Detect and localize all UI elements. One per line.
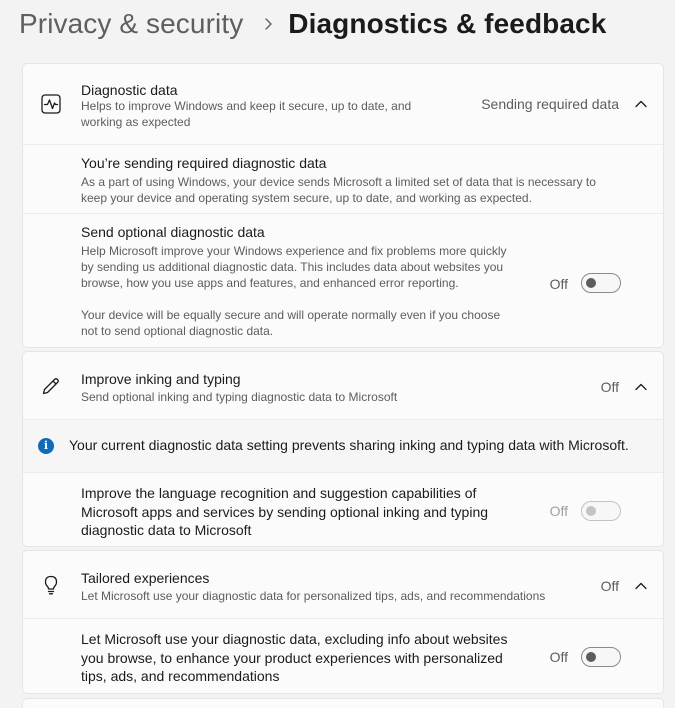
inking-typing-title: Improve inking and typing bbox=[81, 371, 241, 387]
optional-data-row bbox=[23, 213, 663, 348]
optional-data-title: Send optional diagnostic data bbox=[81, 224, 265, 240]
diagnostic-data-description-line: working as expected bbox=[81, 115, 191, 129]
inking-typing-description: Send optional inking and typing diagnostic data to Microsoft bbox=[81, 390, 398, 404]
tailored-experiences-card bbox=[22, 550, 664, 694]
breadcrumb-parent-link[interactable]: Privacy & security bbox=[19, 8, 244, 39]
tailored-toggle-label: Off bbox=[549, 649, 568, 665]
inking-typing-header[interactable] bbox=[23, 352, 663, 419]
optional-data-toggle-label: Off bbox=[549, 276, 568, 292]
required-data-description bbox=[81, 174, 651, 206]
chevron-right-icon bbox=[261, 17, 275, 31]
toggle-knob bbox=[586, 278, 596, 288]
tailored-toggle[interactable] bbox=[581, 647, 621, 667]
diagnostic-data-description-line: Helps to improve Windows and keep it secure, up to date, and bbox=[81, 99, 412, 113]
tailored-setting-line: you browse, to enhance your product experiences with personalized bbox=[81, 649, 503, 666]
chevron-up-icon[interactable] bbox=[633, 379, 649, 395]
inking-setting-line: Improve the language recognition and suggestion capabilities of bbox=[81, 485, 477, 501]
inking-setting-line: Microsoft apps and services by sending optional inking and typing bbox=[81, 503, 489, 520]
required-data-row bbox=[23, 144, 663, 213]
inking-setting-text bbox=[81, 484, 521, 540]
tailored-experiences-status: Off bbox=[600, 578, 619, 594]
toggle-knob bbox=[586, 652, 596, 662]
chevron-up-icon[interactable] bbox=[633, 578, 649, 594]
inking-typing-status: Off bbox=[600, 379, 619, 395]
info-icon: i bbox=[38, 438, 54, 454]
diagnostic-data-description bbox=[81, 98, 411, 130]
inking-toggle[interactable] bbox=[581, 501, 621, 521]
inking-typing-card bbox=[22, 351, 664, 547]
tailored-setting-text bbox=[81, 630, 521, 686]
required-data-title: You’re sending required diagnostic data bbox=[81, 155, 327, 171]
diagnostic-data-title: Diagnostic data bbox=[81, 82, 178, 98]
inking-setting-line: diagnostic data to Microsoft bbox=[81, 522, 252, 538]
tailored-setting-line: tips, ads, and recommendations bbox=[81, 668, 280, 684]
optional-data-note-line: Your device will be equally secure and will operate normally even if you choose bbox=[81, 308, 501, 322]
next-setting-card bbox=[22, 698, 664, 708]
diagnostic-data-card bbox=[22, 63, 664, 348]
optional-data-note bbox=[81, 307, 551, 339]
inking-toggle-label: Off bbox=[549, 503, 568, 519]
tailored-setting-line: Let Microsoft use your diagnostic data, excluding info about websites bbox=[81, 631, 508, 647]
pen-icon bbox=[40, 375, 62, 397]
inking-info-bar bbox=[23, 419, 663, 472]
tailored-setting-row bbox=[23, 618, 663, 694]
inking-info-message: Your current diagnostic data setting prevents sharing inking and typing data with Microsoft. bbox=[69, 437, 629, 453]
lightbulb-icon bbox=[40, 574, 62, 596]
optional-data-toggle[interactable] bbox=[581, 273, 621, 293]
inking-setting-row bbox=[23, 472, 663, 547]
optional-data-description-line: browse, how you use apps and features, and enhanced error reporting. bbox=[81, 276, 459, 290]
optional-data-description bbox=[81, 243, 551, 291]
chevron-up-icon[interactable] bbox=[633, 96, 649, 112]
page-title: Diagnostics & feedback bbox=[288, 8, 607, 39]
required-data-description-line: keep your device and operating system secure, up to date, and working as expected. bbox=[81, 191, 532, 205]
optional-data-description-line: by sending us additional diagnostic data. This includes data about websites you bbox=[81, 260, 504, 274]
optional-data-note-line: not to send optional diagnostic data. bbox=[81, 324, 274, 338]
diagnostic-data-status: Sending required data bbox=[481, 96, 619, 112]
required-data-description-line: As a part of using Windows, your device sends Microsoft a limited set of data that is necessary to bbox=[81, 175, 596, 189]
toggle-knob bbox=[586, 506, 596, 516]
optional-data-description-line: Help Microsoft improve your Windows experience and fix problems more quickly bbox=[81, 244, 507, 258]
tailored-experiences-title: Tailored experiences bbox=[81, 570, 210, 586]
tailored-experiences-header[interactable] bbox=[23, 551, 663, 618]
activity-icon bbox=[40, 93, 62, 115]
breadcrumb bbox=[19, 8, 606, 40]
diagnostic-data-header[interactable] bbox=[23, 64, 663, 144]
tailored-experiences-description: Let Microsoft use your diagnostic data for personalized tips, ads, and recommendations bbox=[81, 589, 546, 603]
